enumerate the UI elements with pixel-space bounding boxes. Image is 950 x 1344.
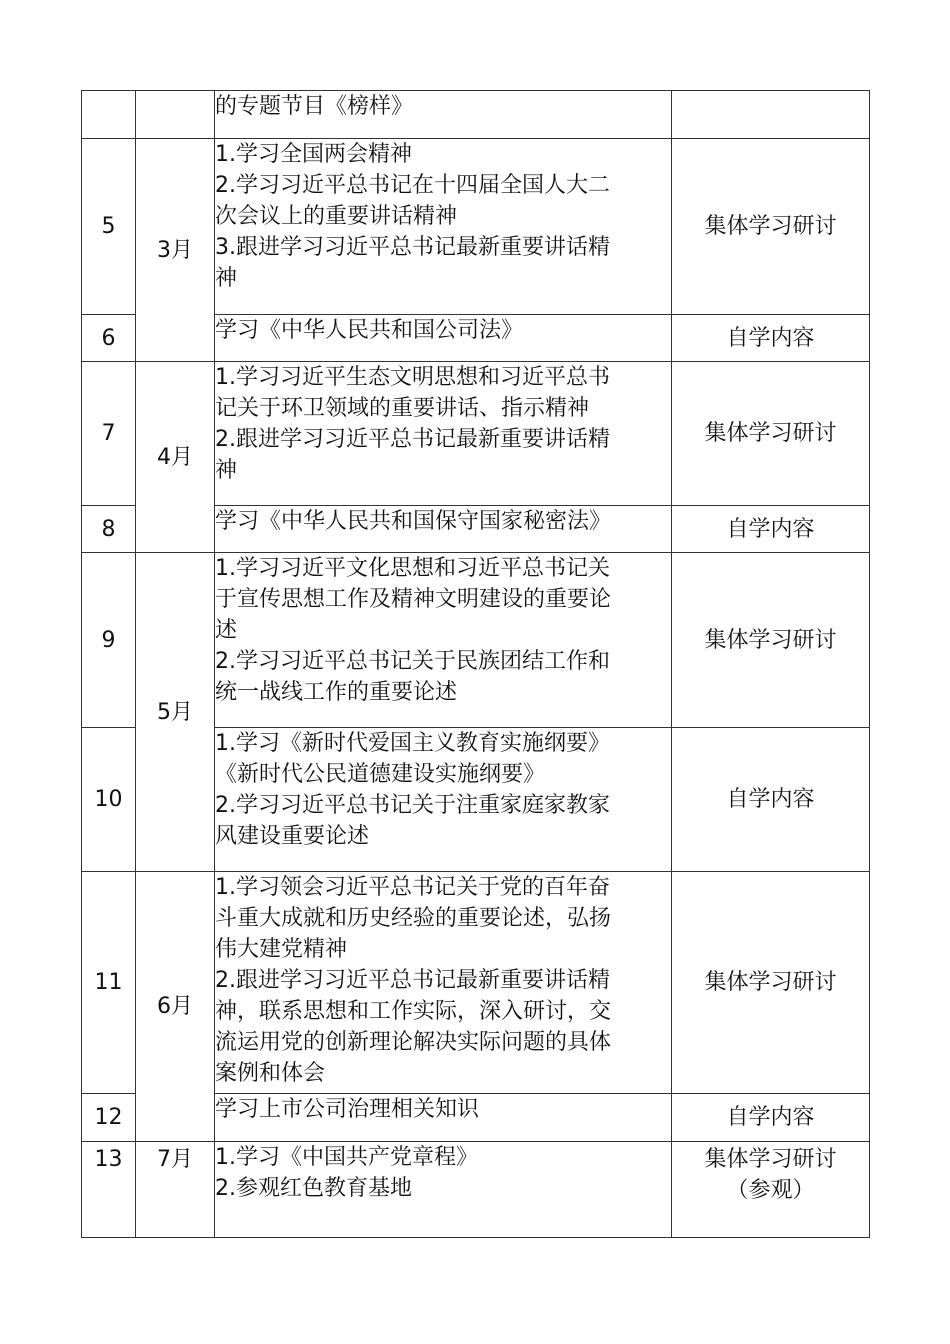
- study-content: [215, 553, 672, 728]
- content-line: 2.参观红色教育基地: [215, 1176, 412, 1201]
- study-form: [672, 1142, 870, 1238]
- content-line: 学习上市公司治理相关知识: [215, 1097, 480, 1122]
- row-number: 10: [82, 728, 136, 872]
- study-form: 集体学习研讨: [672, 872, 870, 1094]
- content-line: 1.学习领会习近平总书记关于党的百年奋: [215, 875, 610, 900]
- study-content: [215, 362, 672, 506]
- content-line: 神: [215, 458, 238, 483]
- study-plan-table: [81, 90, 870, 1238]
- row-number: 12: [82, 1094, 136, 1142]
- table-row: [82, 872, 870, 1094]
- content-line: 次会议上的重要讲话精神: [215, 204, 458, 229]
- table-row: [82, 553, 870, 728]
- study-form: 集体学习研讨: [672, 139, 870, 315]
- content-line: 2.跟进学习习近平总书记最新重要讲话精: [215, 968, 610, 993]
- content-line: 神: [215, 266, 238, 291]
- study-content: [215, 1094, 672, 1142]
- table-row: [82, 362, 870, 506]
- month-cell: 7月: [136, 1142, 215, 1238]
- row-number: 11: [82, 872, 136, 1094]
- content-line: 学习《中华人民共和国保守国家秘密法》: [215, 509, 612, 534]
- content-line: 《新时代公民道德建设实施纲要》: [215, 762, 546, 787]
- study-content: [215, 872, 672, 1094]
- content-line: 1.学习全国两会精神: [215, 142, 412, 167]
- month-cell: 5月: [136, 553, 215, 872]
- content-line: 3.跟进学习习近平总书记最新重要讲话精: [215, 235, 610, 260]
- study-content: [215, 315, 672, 362]
- content-line: 斗重大成就和历史经验的重要论述，弘扬: [215, 906, 612, 931]
- month-cell: 6月: [136, 872, 215, 1142]
- content-line: 学习《中华人民共和国公司法》: [215, 318, 524, 343]
- content-line: 记关于环卫领域的重要讲话、指示精神: [215, 396, 590, 421]
- row-number: 5: [82, 139, 136, 315]
- month-cell: 3月: [136, 139, 215, 362]
- content-line: 1.学习习近平文化思想和习近平总书记关: [215, 556, 610, 581]
- content-line: 伟大建党精神: [215, 937, 348, 962]
- row-number: 8: [82, 506, 136, 553]
- study-content: [215, 728, 672, 872]
- row-number: [82, 91, 136, 139]
- content-line: 统一战线工作的重要论述: [215, 680, 458, 705]
- table-row: [82, 1142, 870, 1238]
- row-number: 7: [82, 362, 136, 506]
- study-form: 自学内容: [672, 1094, 870, 1142]
- study-form-line: 集体学习研讨: [704, 1147, 837, 1172]
- study-content: [215, 139, 672, 315]
- content-line: 流运用党的创新理论解决实际问题的具体: [215, 1030, 612, 1055]
- content-line: 神，联系思想和工作实际，深入研讨，交: [215, 999, 612, 1024]
- content-line: 的专题节目《榜样》: [215, 94, 414, 119]
- study-form: 自学内容: [672, 315, 870, 362]
- content-line: 1.学习习近平生态文明思想和习近平总书: [215, 365, 610, 390]
- study-form-line: （参观）: [726, 1178, 815, 1203]
- study-content: [215, 506, 672, 553]
- month-cell: [136, 91, 215, 139]
- row-number: 6: [82, 315, 136, 362]
- content-line: 于宣传思想工作及精神文明建设的重要论: [215, 587, 612, 612]
- study-form: 集体学习研讨: [672, 553, 870, 728]
- content-line: 1.学习《中国共产党章程》: [215, 1145, 478, 1170]
- study-content: [215, 91, 672, 139]
- content-line: 2.学习习近平总书记在十四届全国人大二: [215, 173, 610, 198]
- table-row: [82, 139, 870, 315]
- study-form: 集体学习研讨: [672, 362, 870, 506]
- row-number: 13: [82, 1142, 136, 1238]
- table-row: [82, 91, 870, 139]
- content-line: 案例和体会: [215, 1061, 326, 1086]
- study-content: [215, 1142, 672, 1238]
- study-form: [672, 91, 870, 139]
- content-line: 2.跟进学习习近平总书记最新重要讲话精: [215, 427, 610, 452]
- content-line: 风建设重要论述: [215, 824, 370, 849]
- content-line: 2.学习习近平总书记关于注重家庭家教家: [215, 793, 610, 818]
- month-cell: 4月: [136, 362, 215, 553]
- content-line: 述: [215, 618, 238, 643]
- study-form: 自学内容: [672, 506, 870, 553]
- study-form: 自学内容: [672, 728, 870, 872]
- row-number: 9: [82, 553, 136, 728]
- content-line: 1.学习《新时代爱国主义教育实施纲要》: [215, 731, 610, 756]
- content-line: 2.学习习近平总书记关于民族团结工作和: [215, 649, 610, 674]
